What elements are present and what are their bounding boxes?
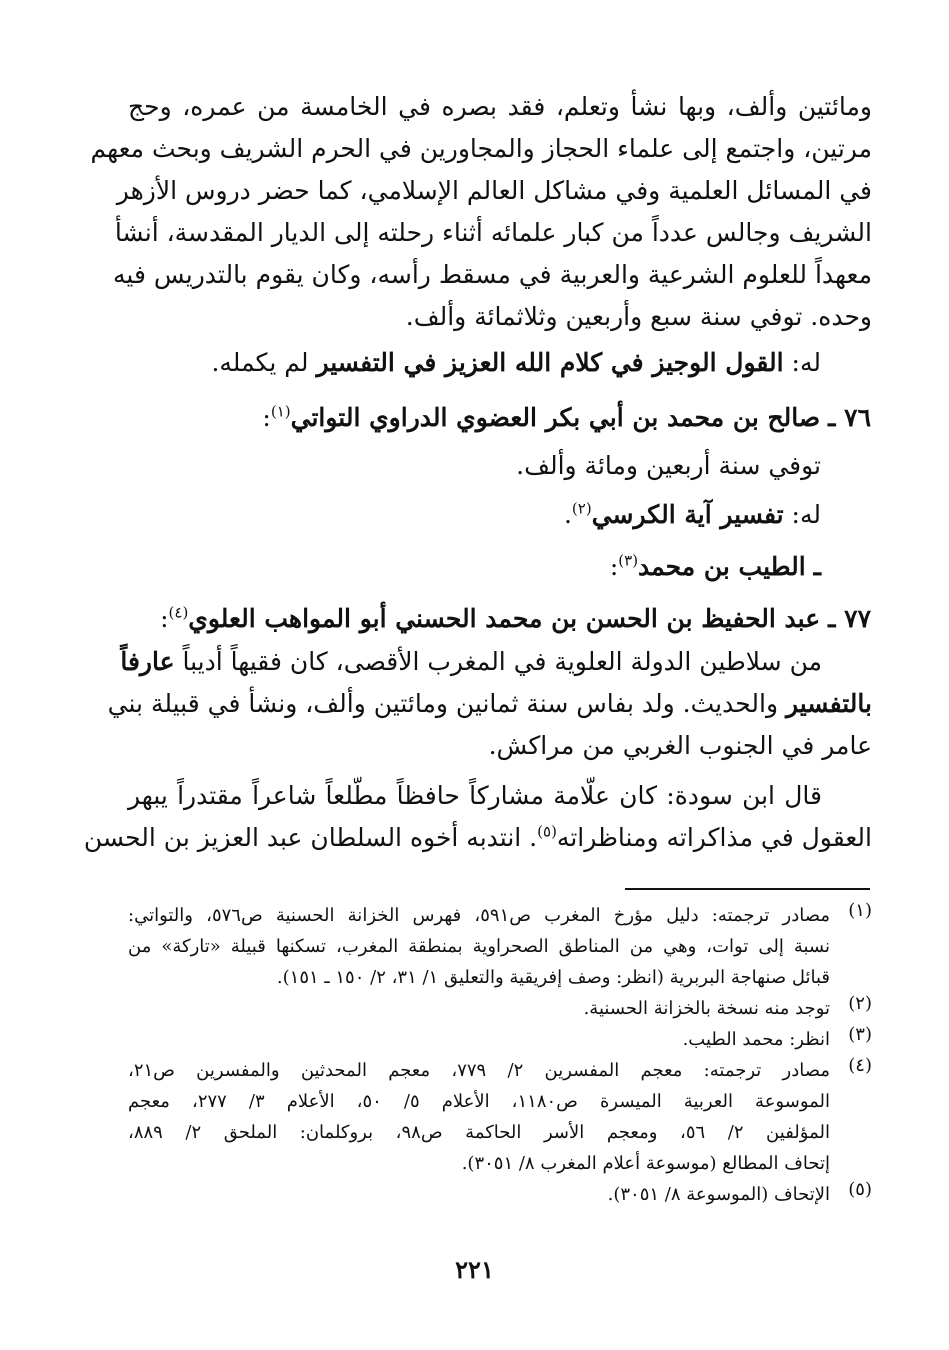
footnote-ref: (٥)	[537, 822, 557, 841]
works-prefix: له:	[783, 348, 821, 377]
footnote-number: (٣)	[848, 1024, 872, 1045]
colon: :	[262, 403, 271, 432]
bold-span: عارفاً	[120, 647, 175, 676]
footnote-text	[128, 1055, 830, 1179]
footnote-ref: (٢)	[571, 499, 592, 518]
text-line: قال ابن سودة: كان علّامة مشاركاً حافظاً مطّلعاً شاعراً مقتدراً يبهر	[128, 781, 822, 810]
text-line: معهداً للعلوم الشرعية والعربية في مسقط رأسه، وكان يقوم بالتدريس فيه	[113, 260, 872, 289]
footnotes	[128, 900, 872, 1210]
bold-span: بالتفسير	[785, 689, 872, 718]
works-line	[211, 342, 821, 384]
footnote-line: انظر: محمد الطيب.	[682, 1029, 830, 1050]
footnote-4	[128, 1055, 872, 1179]
footnote-3	[128, 1024, 872, 1055]
footnote-number: (٥)	[848, 1179, 872, 1200]
footnote-5	[128, 1179, 872, 1210]
page-number: ٢٢١	[455, 1255, 494, 1284]
entry-77-paragraph-1	[107, 641, 872, 767]
text-line: ومائتين وألف، وبها نشأ وتعلم، فقد بصره في الخامسة من عمره، وحج	[128, 92, 872, 121]
entry-77-paragraph-2	[83, 775, 872, 859]
footnote-text	[128, 1179, 830, 1210]
footnote-line: نسبة إلى توات، وهي من المناطق الصحراوية بمنطقة المغرب، تسكنها قبيلة «تاركة» من	[128, 936, 830, 957]
text-line	[107, 683, 872, 725]
footnote-number: (٢)	[848, 993, 872, 1014]
entry-76-heading	[262, 397, 871, 439]
footnote-text	[128, 1024, 830, 1055]
works-suffix: .	[563, 500, 572, 529]
footnote-line: توجد منه نسخة بالخزانة الحسنية.	[583, 998, 830, 1019]
text-span: والحديث. ولد بفاس سنة ثمانين ومائتين وألف، ونشأ في قبيلة بني	[107, 689, 786, 718]
works-title: تفسير آية الكرسي	[591, 500, 784, 529]
footnote-line: مصادر ترجمته: دليل مؤرخ المغرب ص٥٩١، فهرس الخزانة الحسنية ص٥٧٦، والتواتي:	[128, 905, 830, 926]
entry-number: ٧٦ ـ	[828, 403, 871, 432]
top-paragraph	[90, 86, 872, 338]
text-line	[83, 817, 872, 859]
entry-76-death	[516, 445, 821, 487]
footnote-text	[128, 900, 830, 993]
footnote-line: إتحاف المطالع (موسوعة أعلام المغرب ٨/ ٣٠٥١).	[461, 1153, 830, 1174]
entry-76-works	[564, 494, 821, 536]
entry-name: الطيب بن محمد	[638, 552, 806, 581]
entry-name: عبد الحفيظ بن الحسن بن محمد الحسني أبو المواهب العلوي	[188, 604, 821, 633]
footnote-2	[128, 993, 872, 1024]
footnote-number: (٤)	[848, 1055, 872, 1076]
footnote-ref: (٤)	[168, 603, 189, 622]
colon: :	[160, 604, 169, 633]
entry-77-heading	[160, 598, 871, 640]
text-span: من سلاطين الدولة العلوية في المغرب الأقصى، كان فقيهاً أديباً	[174, 647, 822, 676]
footnote-line: قبائل صنهاجة البربرية (انظر: وصف إفريقية والتعليق ١/ ٣١، ٢/ ١٥٠ ـ ١٥١).	[276, 967, 830, 988]
footnote-text	[128, 993, 830, 1024]
works-prefix: له:	[783, 500, 821, 529]
footnote-number: (١)	[848, 900, 872, 921]
text-line: الشريف وجالس عدداً من كبار علمائه أثناء رحلته إلى الديار المقدسة، أنشأ	[114, 218, 872, 247]
entry-dash: ـ	[813, 552, 821, 581]
text-line: مرتين، واجتمع إلى علماء الحجاز والمجاورين في الحرم الشريف وبحث معهم	[90, 134, 872, 163]
text-line: في المسائل العلمية وفي مشاكل العالم الإسلامي، كما حضر دروس الأزهر	[116, 176, 872, 205]
death-text: توفي سنة أربعين ومائة وألف.	[516, 451, 821, 480]
text-line: وحده. توفي سنة سبع وأربعين وثلاثمائة وألف.	[405, 302, 872, 331]
entry-tayyib-heading	[610, 546, 821, 588]
entry-name: صالح بن محمد بن أبي بكر العضوي الدراوي التواتي	[290, 403, 821, 432]
footnote-line: المؤلفين ٢/ ٥٦، ومعجم الأسر الحاكمة ص٩٨، بروكلمان: الملحق ٢/ ٨٨٩،	[128, 1122, 830, 1143]
footnote-line: الموسوعة العربية الميسرة ص١١٨٠، الأعلام ٥/ ٥٠، الأعلام ٣/ ٢٧٧، معجم	[128, 1091, 831, 1112]
works-suffix: لم يكمله.	[211, 348, 317, 377]
text-span: . انتدبه أخوه السلطان عبد العزيز بن الحسن	[83, 823, 538, 852]
footnote-line: مصادر ترجمته: معجم المفسرين ٢/ ٧٧٩، معجم المحدثين والمفسرين ص٢١،	[128, 1060, 831, 1081]
works-title: القول الوجيز في كلام الله العزيز في التفسير	[316, 348, 784, 377]
footnote-1	[128, 900, 872, 993]
footnote-separator	[625, 888, 870, 890]
text-line: عامر في الجنوب الغربي من مراكش.	[488, 731, 872, 760]
footnote-line: الإتحاف (الموسوعة ٨/ ٣٠٥١).	[607, 1184, 830, 1205]
text-span: العقول في مذاكراته ومناظراته	[556, 823, 872, 852]
colon: :	[609, 552, 619, 581]
footnote-ref: (١)	[270, 402, 291, 421]
footnote-ref: (٣)	[618, 551, 639, 570]
entry-number: ٧٧ ـ	[828, 604, 871, 633]
text-line	[120, 641, 822, 683]
